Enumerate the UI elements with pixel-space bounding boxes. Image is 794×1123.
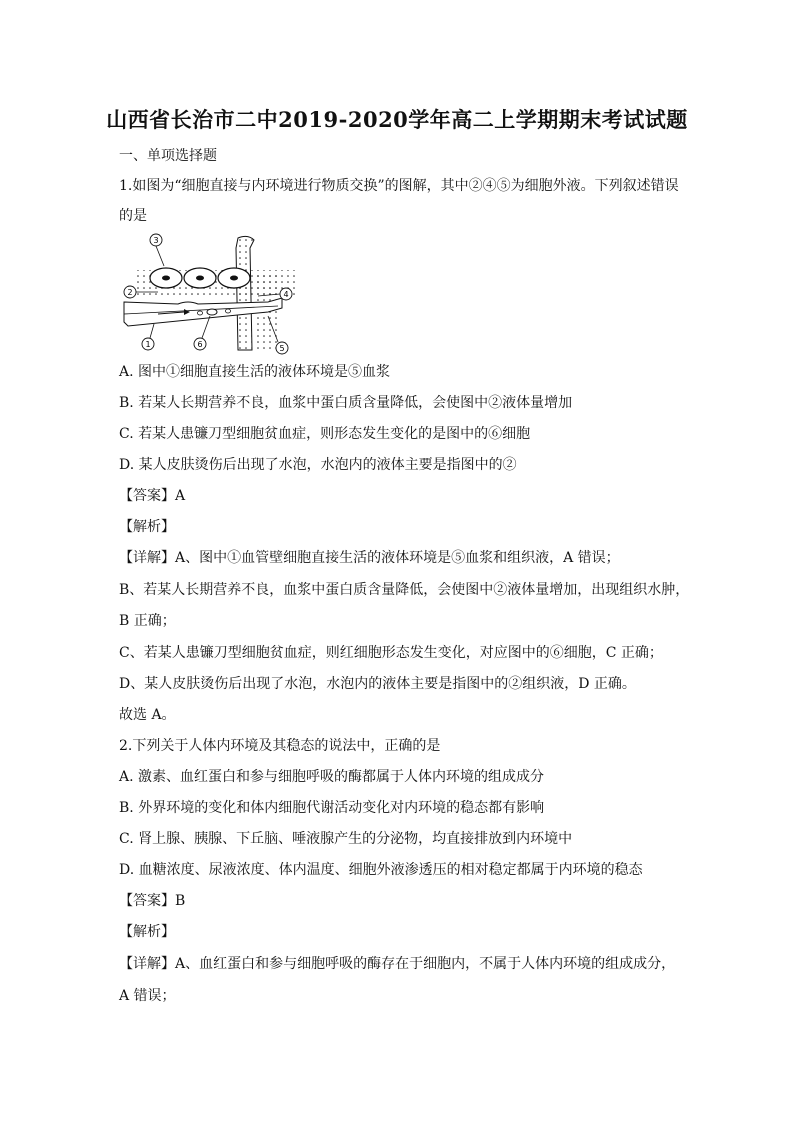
q1-detail-line: B 正确；: [119, 613, 176, 629]
q1-option-d: D. 某人皮肤烫伤后出现了水泡，水泡内的液体主要是指图中的②: [119, 457, 517, 473]
q2-analysis-label: 【解析】: [119, 924, 175, 940]
q2-detail-line: 【详解】A、血红蛋白和参与细胞呼吸的酶存在于细胞内，不属于人体内环境的组成成分，: [119, 956, 676, 972]
q1-stem-line1: 1.如图为“细胞直接与内环境进行物质交换”的图解，其中②④⑤为细胞外液。下列叙述错误: [119, 178, 679, 194]
cell-exchange-diagram: [118, 232, 298, 356]
label-3: [150, 234, 164, 266]
q2-answer: 【答案】B: [119, 893, 186, 909]
svg-text:1: 1: [145, 340, 151, 349]
q2-option-d: D. 血糖浓度、尿液浓度、体内温度、细胞外液渗透压的相对稳定都属于内环境的稳态: [119, 862, 643, 878]
svg-text:3: 3: [153, 236, 159, 245]
svg-text:4: 4: [283, 290, 289, 299]
q1-detail-line: 【详解】A、图中①血管壁细胞直接生活的液体环境是⑤血浆和组织液，A 错误；: [119, 550, 620, 566]
q2-option-a: A. 激素、血红蛋白和参与细胞呼吸的酶都属于人体内环境的组成成分: [119, 769, 545, 785]
cell-nucleus: [230, 276, 238, 281]
q1-conclusion: 故选 A。: [119, 707, 176, 723]
svg-text:5: 5: [279, 344, 285, 353]
q2-option-c: C. 肾上腺、胰腺、下丘脑、唾液腺产生的分泌物，均直接排放到内环境中: [119, 831, 573, 847]
cell-nucleus: [196, 276, 204, 281]
q1-answer: 【答案】A: [119, 488, 186, 504]
red-blood-cell: [207, 309, 217, 315]
section-heading: 一、单项选择题: [119, 148, 217, 164]
q1-detail-line: C、若某人患镰刀型细胞贫血症，则红细胞形态发生变化，对应图中的⑥细胞，C 正确；: [119, 645, 663, 661]
label-1: [142, 324, 154, 350]
q1-option-a: A. 图中①细胞直接生活的液体环境是⑤血浆: [119, 364, 391, 380]
svg-text:6: 6: [197, 340, 203, 349]
cell-nucleus: [162, 276, 170, 281]
q1-option-c: C. 若某人患镰刀型细胞贫血症，则形态发生变化的是图中的⑥细胞: [119, 426, 531, 442]
page-title: 山西省长治市二中2019-2020学年高二上学期期末考试试题: [106, 107, 688, 132]
q2-option-b: B. 外界环境的变化和体内细胞代谢活动变化对内环境的稳态都有影响: [119, 800, 545, 816]
q1-stem-line2: 的是: [119, 208, 147, 224]
q1-detail-line: D、某人皮肤烫伤后出现了水泡，水泡内的液体主要是指图中的②组织液，D 正确。: [119, 676, 636, 692]
q1-option-b: B. 若某人长期营养不良，血浆中蛋白质含量降低，会使图中②液体量增加: [119, 395, 573, 411]
svg-text:2: 2: [127, 288, 133, 297]
label-6: [194, 316, 210, 350]
q1-detail-line: B、若某人长期营养不良，血浆中蛋白质含量降低，会使图中②液体量增加，出现组织水肿，: [119, 582, 690, 598]
q2-detail-line: A 错误；: [119, 988, 176, 1004]
q2-stem: 2.下列关于人体内环境及其稳态的说法中，正确的是: [119, 738, 441, 754]
q1-analysis-label: 【解析】: [119, 519, 175, 535]
blood-cell: [198, 311, 203, 315]
blood-cell: [226, 309, 231, 313]
lymph-vessel: [236, 236, 254, 350]
